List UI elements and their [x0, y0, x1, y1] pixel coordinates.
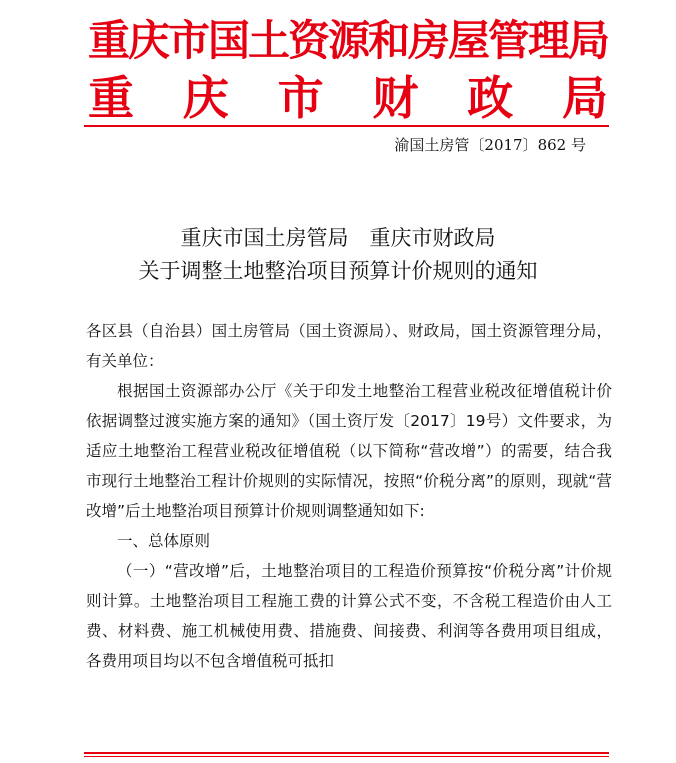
finance-header-char: 政	[467, 71, 514, 125]
addressee: 各区县（自治县）国土房管局（国土资源局）、财政局，国土资源管理分局，有关单位：	[86, 322, 612, 370]
notice-title	[0, 222, 676, 288]
section-heading: 一、总体原则	[117, 532, 211, 550]
notice-body	[86, 316, 612, 676]
finance-header-char: 庆	[182, 71, 229, 125]
finance-header-char: 局	[561, 71, 608, 125]
finance-header-char: 重	[88, 71, 134, 125]
body-paragraph: （一）“营改增”后，土地整治项目的工程造价预算按“价税分离”计价规则计算。土地整治项目工程施工费的计算公式不变，不含税工程造价由人工费、材料费、施工机械使用费、措施费、间接费、利润等各费用项目组成，各费用项目均以不包含增值税可抵扣	[86, 562, 612, 670]
footer-red-divider	[84, 752, 609, 754]
body-paragraph: 根据国土资源部办公厅《关于印发土地整治工程营业税改征增值税计价依据调整过渡实施方案的通知》（国土资厅发〔2017〕19号）文件要求，为适应土地整治工程营业税改征增值税（以下简称“营改增”）的需要，结合我市现行土地整治工程计价规则的实际情况，按照“价税分离”的原则，现就“营改增”后土地整治项目预算计价规则调整通知如下:	[86, 382, 612, 520]
finance-header-char: 财	[372, 71, 419, 125]
document-number: 渝国土房管〔2017〕862 号	[394, 136, 586, 154]
agency-header-finance	[88, 68, 608, 128]
title-subject: 关于调整土地整治项目预算计价规则的通知	[138, 259, 538, 283]
header-red-divider	[84, 125, 609, 127]
title-issuers: 重庆市国土房管局 重庆市财政局	[180, 226, 496, 250]
footer-red-divider-thin	[84, 756, 609, 757]
agency-header-land-resources: 重庆市国土资源和房屋管理局	[88, 16, 609, 65]
finance-header-char: 市	[277, 71, 324, 125]
